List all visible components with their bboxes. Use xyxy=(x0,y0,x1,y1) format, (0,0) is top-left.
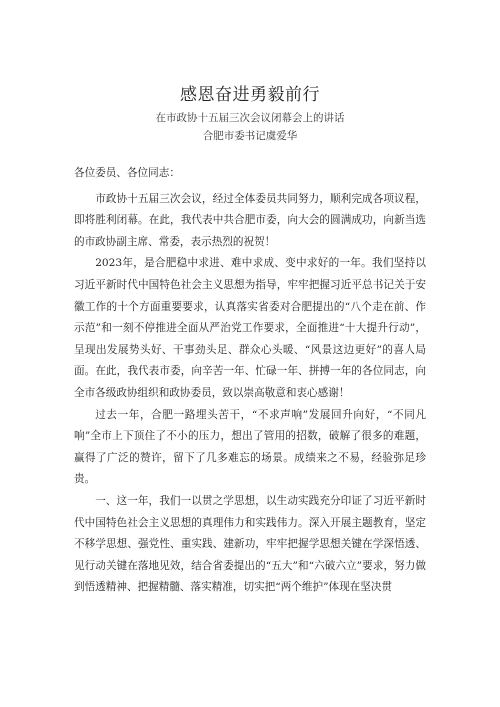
document-body xyxy=(74,163,426,599)
paragraph-4: 一、这一年，我们一以贯之学思想，以生动实践充分印证了习近平新时代中国特色社会主义思想的真理伟力和实践伟力。深入开展主题教育，坚定不移学思想、强党性、重实践、建新功，牢牢把握学思想关键在学深悟透、见行动关键在落地见效，结合省委提出的“五大”和“六破六立”要求，努力做到悟透精神、把握精髓、落实精准，切实把“两个维护”体现在坚决贯 xyxy=(74,494,426,594)
document-author: 合肥市委书记虞爱华 xyxy=(202,130,298,142)
document-subtitle: 在市政协十五届三次会议闭幕会上的讲话 xyxy=(155,112,345,124)
paragraph-1: 市政协十五届三次会议，经过全体委员共同努力，顺利完成各项议程，即将胜利闭幕。在此，我代表中共合肥市委，向大会的圆满成功，向新当选的市政协副主席、常委，表示热烈的祝贺！ xyxy=(74,192,426,248)
paragraph-2: 2023年，是合肥稳中求进、难中求成、变中求好的一年。我们坚持以习近平新时代中国特色社会主义思想为指导，牢牢把握习近平总书记关于安徽工作的十个方面重要要求，认真落实省委对合肥提出的“八个走在前、作示范”和一刻不停推进全面从严治党工作要求，全面推进“十大提升行动”，呈现出发展势头好、干事劲头足、群众心头暖、“风景这边更好”的喜人局面。在此，我代表市委，向辛苦一年、忙碌一年、拼搏一年的各位同志，向全市各级政协组织和政协委员，致以崇高敬意和衷心感谢！ xyxy=(74,257,426,399)
paragraph-3: 过去一年，合肥一路埋头苦干，“不求声响”发展回升向好，“不同凡响”全市上下顶住了不小的压力，想出了管用的招数，破解了很多的难题，赢得了广泛的赞许，留下了几多难忘的场景。成绩来之不易，经验弥足珍贵。 xyxy=(74,408,426,486)
salutation: 各位委员、各位同志： xyxy=(74,167,180,179)
document-title: 感恩奋进勇毅前行 xyxy=(180,85,320,105)
